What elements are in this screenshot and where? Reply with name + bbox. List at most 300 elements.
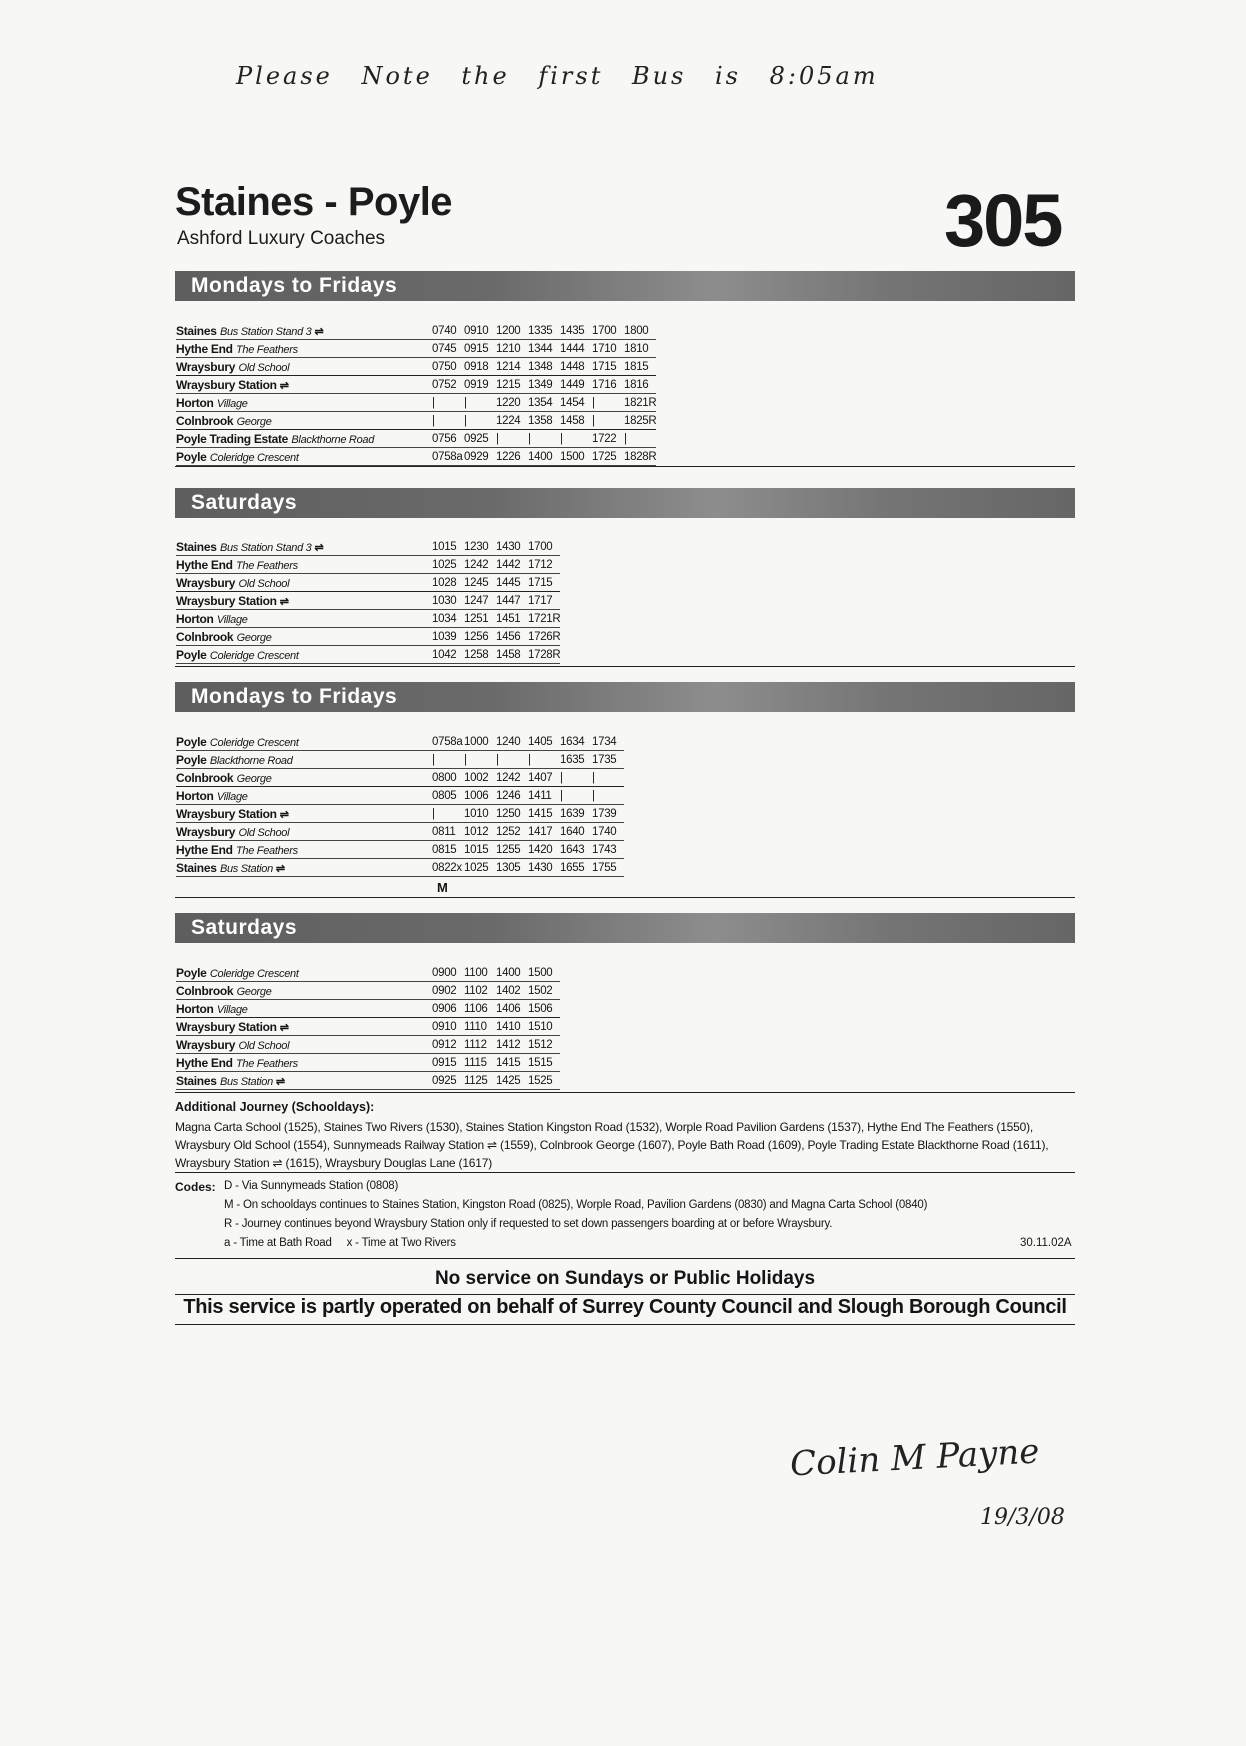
stop-place: Wraysbury Station	[176, 806, 277, 821]
departure-time: 0758a	[432, 448, 464, 466]
departure-time: 1828R	[624, 448, 656, 466]
stop-detail: Village	[216, 613, 248, 626]
table-row	[176, 340, 656, 358]
timetable-saturday-inbound	[176, 964, 560, 1090]
departure-time: 1358	[528, 412, 560, 430]
departure-time: 1442	[496, 556, 528, 574]
stop-detail: Blackthorne Road	[209, 754, 293, 767]
departure-time: |	[528, 751, 560, 769]
departure-time: 1112	[464, 1036, 496, 1054]
departure-time: 1255	[496, 841, 528, 859]
stop-place: Staines	[176, 539, 217, 554]
departure-time: 0822x	[432, 859, 464, 877]
departure-time: 1700	[528, 538, 560, 556]
divider	[175, 666, 1075, 667]
departure-time: 1125	[464, 1072, 496, 1090]
departure-time: 1415	[528, 805, 560, 823]
table-row	[176, 394, 656, 412]
departure-time: 1405	[528, 733, 560, 751]
stop-name	[176, 769, 432, 787]
departure-time: 0902	[432, 982, 464, 1000]
departure-time: 0811	[432, 823, 464, 841]
departure-time: 1739	[592, 805, 624, 823]
departure-time: 0929	[464, 448, 496, 466]
stop-detail: Bus Station	[219, 862, 273, 875]
stop-place: Poyle	[176, 752, 207, 767]
stop-name	[176, 430, 432, 448]
departure-time: 1445	[496, 574, 528, 592]
departure-time: 1454	[560, 394, 592, 412]
stop-name	[176, 1054, 432, 1072]
stop-place: Wraysbury Station	[176, 593, 277, 608]
departure-time: 1512	[528, 1036, 560, 1054]
table-row	[176, 1072, 560, 1090]
table-row	[176, 964, 560, 982]
code-a-x: a - Time at Bath Road x - Time at Two Rivers	[224, 1237, 456, 1249]
stop-detail: The Feathers	[235, 1057, 298, 1070]
departure-time: 1210	[496, 340, 528, 358]
departure-time: |	[560, 787, 592, 805]
departure-time: 1821R	[624, 394, 656, 412]
stop-detail: Coleridge Crescent	[209, 451, 299, 464]
departure-time: 1400	[496, 964, 528, 982]
departure-time: 1448	[560, 358, 592, 376]
stop-name	[176, 964, 432, 982]
departure-time: 0925	[432, 1072, 464, 1090]
departure-time: 1015	[432, 538, 464, 556]
departure-time: 1224	[496, 412, 528, 430]
table-row	[176, 574, 560, 592]
table-row	[176, 733, 624, 751]
rail-station-icon: ⇌	[314, 325, 323, 338]
divider	[175, 1172, 1075, 1173]
divider	[175, 466, 1075, 467]
stop-detail: Old School	[238, 826, 290, 839]
stop-detail: Village	[216, 1003, 248, 1016]
table-row	[176, 646, 560, 664]
departure-time: 1246	[496, 787, 528, 805]
departure-time: 1717	[528, 592, 560, 610]
stop-place: Poyle	[176, 734, 207, 749]
departure-time: 0918	[464, 358, 496, 376]
stop-name	[176, 628, 432, 646]
departure-time: 1722	[592, 430, 624, 448]
departure-time: |	[432, 394, 464, 412]
departure-time: 1715	[528, 574, 560, 592]
departure-time: 1247	[464, 592, 496, 610]
departure-time: 1634	[560, 733, 592, 751]
departure-time: 0752	[432, 376, 464, 394]
departure-time: |	[496, 430, 528, 448]
stop-place: Horton	[176, 395, 214, 410]
departure-time: 1716	[592, 376, 624, 394]
departure-time: |	[432, 751, 464, 769]
departure-time: 1106	[464, 1000, 496, 1018]
departure-time: |	[592, 787, 624, 805]
departure-time: 1712	[528, 556, 560, 574]
handwritten-signature: Colin M Payne	[789, 1431, 1041, 1485]
rail-station-icon: ⇌	[275, 1075, 285, 1088]
stop-name	[176, 1018, 432, 1036]
departure-time: 1458	[496, 646, 528, 664]
codes-label: Codes:	[175, 1180, 216, 1194]
stop-place: Wraysbury Station	[176, 1019, 277, 1034]
departure-time: 1456	[496, 628, 528, 646]
stop-place: Poyle	[176, 647, 207, 662]
departure-time: 1407	[528, 769, 560, 787]
departure-time: 1015	[464, 841, 496, 859]
table-row	[176, 1000, 560, 1018]
departure-time: 1110	[464, 1018, 496, 1036]
rail-station-icon: ⇌	[279, 379, 288, 392]
departure-time: |	[464, 412, 496, 430]
stop-place: Horton	[176, 788, 214, 803]
departure-time: 1411	[528, 787, 560, 805]
stop-place: Colnbrook	[176, 983, 234, 998]
departure-time: 1412	[496, 1036, 528, 1054]
stop-detail: Village	[216, 790, 248, 803]
stop-detail: Old School	[238, 361, 290, 374]
departure-time: 1251	[464, 610, 496, 628]
departure-time: 1655	[560, 859, 592, 877]
departure-time: 0750	[432, 358, 464, 376]
departure-time: 1721R	[528, 610, 560, 628]
departure-time: 1510	[528, 1018, 560, 1036]
departure-time: 1042	[432, 646, 464, 664]
stop-place: Staines	[176, 323, 217, 338]
departure-time: |	[560, 769, 592, 787]
departure-time: 1734	[592, 733, 624, 751]
departure-time: 0756	[432, 430, 464, 448]
departure-time: 1030	[432, 592, 464, 610]
departure-time: 1635	[560, 751, 592, 769]
stop-name	[176, 358, 432, 376]
stop-name	[176, 340, 432, 358]
departure-time: 1252	[496, 823, 528, 841]
table-row	[176, 610, 560, 628]
departure-time: |	[592, 394, 624, 412]
stop-detail: George	[236, 631, 272, 644]
rail-station-icon: ⇌	[279, 808, 288, 821]
stop-detail: The Feathers	[235, 559, 298, 572]
stop-name	[176, 982, 432, 1000]
departure-time: 1200	[496, 322, 528, 340]
stop-detail: Coleridge Crescent	[209, 736, 299, 749]
departure-time: |	[432, 805, 464, 823]
departure-time: 1006	[464, 787, 496, 805]
departure-time: 1354	[528, 394, 560, 412]
departure-time: 1715	[592, 358, 624, 376]
departure-time: 1226	[496, 448, 528, 466]
stop-name	[176, 538, 432, 556]
stop-detail: Old School	[238, 1039, 290, 1052]
departure-time: 1258	[464, 646, 496, 664]
additional-journey-heading: Additional Journey (Schooldays):	[175, 1100, 375, 1114]
footnote-mark: M	[437, 880, 448, 895]
stop-name	[176, 805, 432, 823]
departure-time: 0805	[432, 787, 464, 805]
stop-detail: Coleridge Crescent	[209, 967, 299, 980]
departure-time: 1415	[496, 1054, 528, 1072]
departure-time: 1000	[464, 733, 496, 751]
departure-time: 1012	[464, 823, 496, 841]
handwritten-date: 19/3/08	[980, 1505, 1065, 1530]
departure-time: 1250	[496, 805, 528, 823]
departure-time: 1240	[496, 733, 528, 751]
table-row	[176, 823, 624, 841]
departure-time: 1725	[592, 448, 624, 466]
departure-time: 1458	[560, 412, 592, 430]
departure-time: 1525	[528, 1072, 560, 1090]
departure-time: 0925	[464, 430, 496, 448]
handwritten-note: Please Note the first Bus is 8:05am	[236, 62, 879, 90]
departure-time: 1034	[432, 610, 464, 628]
page-title: Staines - Poyle	[175, 180, 453, 224]
departure-time: 1700	[592, 322, 624, 340]
departure-time: 1451	[496, 610, 528, 628]
table-row	[176, 628, 560, 646]
stop-place: Wraysbury Station	[176, 377, 277, 392]
stop-detail: Bus Station	[219, 1075, 273, 1088]
departure-time: 1402	[496, 982, 528, 1000]
departure-time: 1002	[464, 769, 496, 787]
document-reference: 30.11.02A	[1020, 1237, 1072, 1249]
stop-detail: Blackthorne Road	[291, 433, 375, 446]
departure-time: |	[528, 430, 560, 448]
table-row	[176, 538, 560, 556]
departure-time: 1430	[528, 859, 560, 877]
departure-time: 1502	[528, 982, 560, 1000]
departure-time: 0740	[432, 322, 464, 340]
departure-time: |	[464, 394, 496, 412]
departure-time: |	[464, 751, 496, 769]
departure-time: 1500	[528, 964, 560, 982]
stop-detail: Village	[216, 397, 248, 410]
stop-place: Colnbrook	[176, 413, 234, 428]
departure-time: 1349	[528, 376, 560, 394]
departure-time: 1825R	[624, 412, 656, 430]
stop-place: Colnbrook	[176, 629, 234, 644]
table-row	[176, 1054, 560, 1072]
section-heading-saturday-inbound: Saturdays	[175, 913, 1075, 943]
stop-place: Wraysbury	[176, 359, 236, 374]
stop-detail: The Feathers	[235, 844, 298, 857]
stop-detail: Coleridge Crescent	[209, 649, 299, 662]
departure-time: |	[624, 430, 656, 448]
no-service-notice: No service on Sundays or Public Holidays	[434, 1268, 816, 1289]
departure-time: 1728R	[528, 646, 560, 664]
departure-time: 1430	[496, 538, 528, 556]
departure-time: |	[496, 751, 528, 769]
departure-time: 1220	[496, 394, 528, 412]
departure-time: 0758a	[432, 733, 464, 751]
rail-station-icon: ⇌	[279, 1021, 288, 1034]
stop-name	[176, 376, 432, 394]
departure-time: 1735	[592, 751, 624, 769]
departure-time: 1115	[464, 1054, 496, 1072]
departure-time: 1755	[592, 859, 624, 877]
table-row	[176, 322, 656, 340]
stop-name	[176, 610, 432, 628]
stop-name	[176, 1036, 432, 1054]
departure-time: 0815	[432, 841, 464, 859]
departure-time: 1245	[464, 574, 496, 592]
departure-time: 0906	[432, 1000, 464, 1018]
stop-place: Colnbrook	[176, 770, 234, 785]
departure-time: |	[432, 412, 464, 430]
stop-name	[176, 556, 432, 574]
departure-time: 0800	[432, 769, 464, 787]
timetable-weekday-inbound	[176, 733, 624, 877]
departure-time: 1214	[496, 358, 528, 376]
additional-journey-text	[175, 1118, 1075, 1173]
table-row	[176, 448, 656, 466]
departure-time: 0919	[464, 376, 496, 394]
table-row	[176, 769, 624, 787]
stop-name	[176, 787, 432, 805]
departure-time: 1743	[592, 841, 624, 859]
timetable-weekday-outbound	[176, 322, 656, 466]
stop-name	[176, 859, 432, 877]
departure-time: 0915	[464, 340, 496, 358]
stop-place: Hythe End	[176, 1055, 233, 1070]
stop-name	[176, 646, 432, 664]
departure-time: 1447	[496, 592, 528, 610]
stop-name	[176, 574, 432, 592]
departure-time: 0912	[432, 1036, 464, 1054]
departure-time: 1444	[560, 340, 592, 358]
departure-time: 1800	[624, 322, 656, 340]
departure-time: |	[592, 769, 624, 787]
stop-name	[176, 733, 432, 751]
table-row	[176, 805, 624, 823]
departure-time: 1305	[496, 859, 528, 877]
departure-time: 1420	[528, 841, 560, 859]
rail-station-icon: ⇌	[275, 862, 285, 875]
stop-place: Staines	[176, 860, 217, 875]
departure-time: 1410	[496, 1018, 528, 1036]
table-row	[176, 787, 624, 805]
departure-time: 1710	[592, 340, 624, 358]
stop-place: Wraysbury	[176, 575, 236, 590]
departure-time: 1039	[432, 628, 464, 646]
table-row	[176, 982, 560, 1000]
departure-time: 1100	[464, 964, 496, 982]
stop-name	[176, 592, 432, 610]
stop-place: Horton	[176, 611, 214, 626]
departure-time: 1816	[624, 376, 656, 394]
stop-place: Horton	[176, 1001, 214, 1016]
divider	[175, 897, 1075, 898]
stop-place: Hythe End	[176, 341, 233, 356]
departure-time: |	[560, 430, 592, 448]
departure-time: 1256	[464, 628, 496, 646]
departure-time: 1515	[528, 1054, 560, 1072]
stop-place: Poyle	[176, 449, 207, 464]
departure-time: 1028	[432, 574, 464, 592]
stop-name	[176, 841, 432, 859]
stop-name	[176, 394, 432, 412]
departure-time: 1815	[624, 358, 656, 376]
stop-place: Poyle Trading Estate	[176, 431, 289, 446]
section-heading-weekday-outbound: Mondays to Fridays	[175, 271, 1075, 301]
departure-time: 1102	[464, 982, 496, 1000]
stop-place: Poyle	[176, 965, 207, 980]
departure-time: 0910	[432, 1018, 464, 1036]
table-row	[176, 841, 624, 859]
table-row	[176, 412, 656, 430]
departure-time: 1335	[528, 322, 560, 340]
table-row	[176, 430, 656, 448]
stop-detail: George	[236, 415, 272, 428]
departure-time: 0900	[432, 964, 464, 982]
code-r: R - Journey continues beyond Wraysbury Station only if requested to set down passengers boarding at or before Wraysbury.	[224, 1218, 833, 1230]
stop-detail: George	[236, 772, 272, 785]
table-row	[176, 751, 624, 769]
divider	[175, 1324, 1075, 1325]
divider	[175, 1258, 1075, 1259]
departure-time: 1400	[528, 448, 560, 466]
stop-place: Wraysbury	[176, 824, 236, 839]
divider	[175, 1294, 1075, 1295]
additional-line-3: Wraysbury Station ⇌ (1615), Wraysbury Douglas Lane (1617)	[175, 1154, 492, 1173]
stop-detail: Bus Station Stand 3	[219, 541, 312, 554]
stop-name	[176, 448, 432, 466]
departure-time: 1215	[496, 376, 528, 394]
departure-time: 1500	[560, 448, 592, 466]
stop-detail: Old School	[238, 577, 290, 590]
departure-time: 1643	[560, 841, 592, 859]
additional-line-1: Magna Carta School (1525), Staines Two Rivers (1530), Staines Station Kingston Road (1532), Worple Road Pavilion Gardens (1537), Hythe End The Feathers (1550),	[175, 1120, 1034, 1134]
departure-time: 1010	[464, 805, 496, 823]
table-row	[176, 592, 560, 610]
timetable-saturday-outbound	[176, 538, 560, 664]
operator-name: Ashford Luxury Coaches	[177, 228, 386, 249]
departure-time: 1230	[464, 538, 496, 556]
code-d: D - Via Sunnymeads Station (0808)	[224, 1180, 399, 1192]
departure-time: 1435	[560, 322, 592, 340]
stop-detail: Bus Station Stand 3	[219, 325, 312, 338]
stop-name	[176, 412, 432, 430]
stop-name	[176, 322, 432, 340]
departure-time: 0745	[432, 340, 464, 358]
stop-detail: The Feathers	[235, 343, 298, 356]
additional-line-2: Wraysbury Old School (1554), Sunnymeads Railway Station ⇌ (1559), Colnbrook George (1607), Poyle Bath Road (1609), Poyle Trading Estate Blackthorne Road (1611),	[175, 1138, 1049, 1152]
section-heading-weekday-inbound: Mondays to Fridays	[175, 682, 1075, 712]
departure-time: 0915	[432, 1054, 464, 1072]
departure-time: |	[592, 412, 624, 430]
stop-name	[176, 751, 432, 769]
code-m: M - On schooldays continues to Staines Station, Kingston Road (0825), Worple Road, Pavilion Gardens (0830) and Magna Carta School (0840)	[224, 1199, 928, 1211]
departure-time: 1025	[464, 859, 496, 877]
divider	[175, 1092, 1075, 1093]
table-row	[176, 376, 656, 394]
route-number: 305	[944, 179, 1062, 262]
stop-place: Hythe End	[176, 842, 233, 857]
departure-time: 1242	[464, 556, 496, 574]
departure-time: 0910	[464, 322, 496, 340]
stop-name	[176, 823, 432, 841]
departure-time: 1810	[624, 340, 656, 358]
stop-place: Wraysbury	[176, 1037, 236, 1052]
departure-time: 1406	[496, 1000, 528, 1018]
departure-time: 1344	[528, 340, 560, 358]
operated-on-behalf-notice: This service is partly operated on behalf of Surrey County Council and Slough Borough Council	[183, 1296, 1067, 1318]
table-row	[176, 859, 624, 877]
departure-time: 1506	[528, 1000, 560, 1018]
table-row	[176, 358, 656, 376]
rail-station-icon: ⇌	[314, 541, 323, 554]
